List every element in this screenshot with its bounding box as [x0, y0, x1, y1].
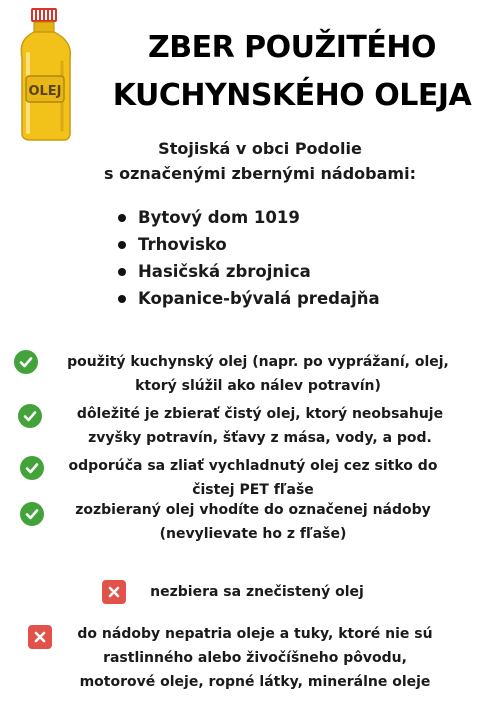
forbidden-line: do nádoby nepatria oleje a tuky, ktoré nie sú: [77, 626, 433, 642]
forbidden-line: motorové oleje, ropné látky, minerálne oleje: [79, 674, 431, 690]
bullet-icon: [118, 295, 126, 303]
location-item: Kopanice-bývalá predajňa: [116, 285, 380, 312]
intro-text: [40, 136, 480, 186]
cross-box-icon: [28, 625, 52, 649]
location-list: [116, 204, 380, 312]
allowed-line: ktorý slúžil ako nálev potravín): [135, 378, 381, 394]
intro-line-2: s označenými zbernými nádobami:: [104, 164, 416, 183]
location-item: Bytový dom 1019: [116, 204, 380, 231]
allowed-line: dôležité je zbierať čistý olej, ktorý neobsahuje: [76, 406, 444, 422]
allowed-line: odporúča sa zliať vychladnutý olej cez sitko do: [68, 458, 438, 474]
location-item: Trhovisko: [116, 231, 380, 258]
title-line-2: KUCHYNSKÉHO OLEJA: [112, 78, 472, 113]
allowed-line: zozbieraný olej vhodíte do označenej nádoby: [75, 502, 431, 518]
checkmark-circle-icon: [14, 350, 38, 374]
bottle-label: OLEJ: [28, 84, 62, 99]
title-line-1: ZBER POUŽITÉHO: [148, 30, 436, 65]
bullet-icon: [118, 241, 126, 249]
bullet-icon: [118, 214, 126, 222]
page-title: [92, 24, 492, 120]
allowed-line: čistej PET fľaše: [192, 482, 314, 498]
allowed-line: zvyšky potravín, šťavy z mása, vody, a pod.: [88, 430, 432, 446]
allowed-line: (nevylievate ho z fľaše): [159, 526, 347, 542]
checkmark-circle-icon: [20, 502, 44, 526]
forbidden-line: nezbiera sa znečistený olej: [150, 584, 364, 600]
cross-box-icon: [102, 580, 126, 604]
intro-line-1: Stojiská v obci Podolie: [158, 139, 362, 158]
checkmark-circle-icon: [20, 456, 44, 480]
bullet-icon: [118, 268, 126, 276]
location-item: Hasičská zbrojnica: [116, 258, 380, 285]
checkmark-circle-icon: [18, 404, 42, 428]
oil-bottle-icon: [14, 6, 76, 142]
forbidden-line: rastlinného alebo živočíšneho pôvodu,: [103, 650, 407, 666]
allowed-line: použitý kuchynský olej (napr. po vyprážaní, olej,: [67, 354, 449, 370]
